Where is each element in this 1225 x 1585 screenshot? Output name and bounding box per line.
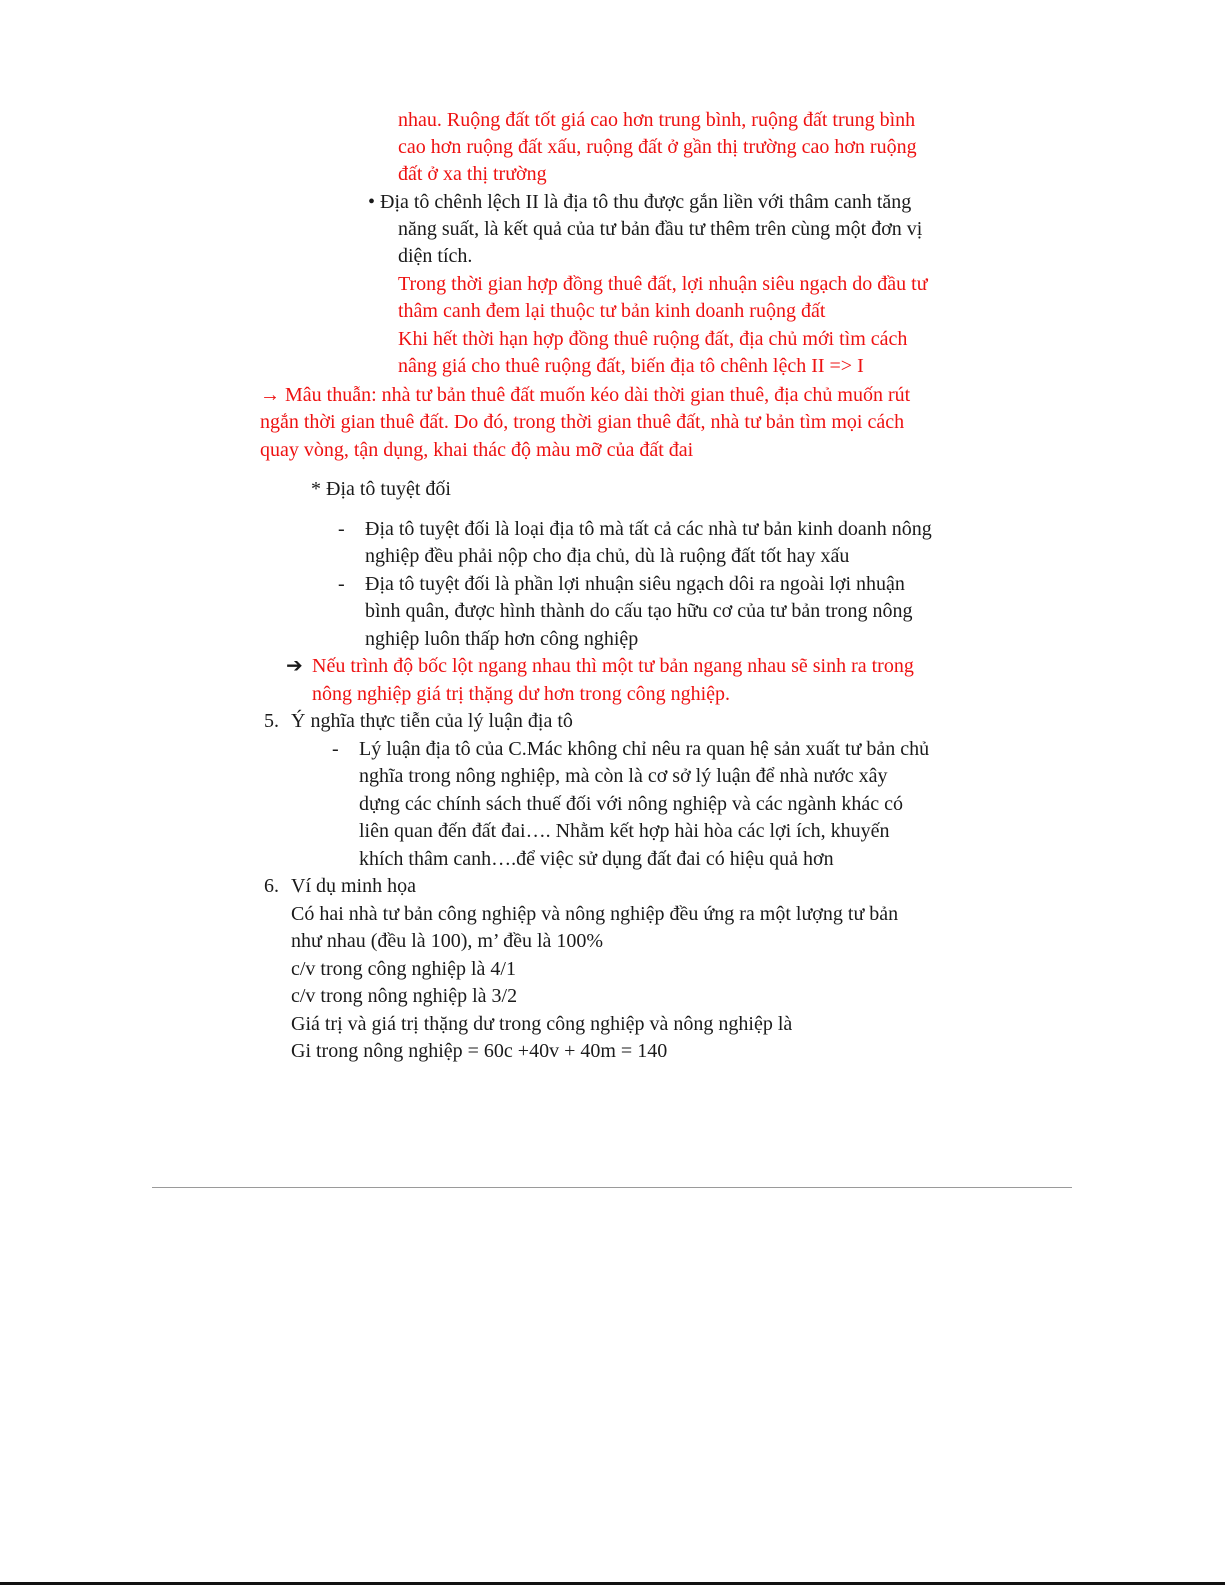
text-line: nâng giá cho thuê ruộng đất, biến địa tô chênh lệch II => I bbox=[398, 355, 864, 377]
text-line: c/v trong nông nghiệp là 3/2 bbox=[291, 985, 518, 1007]
text-line: ngắn thời gian thuê đất. Do đó, trong thời gian thuê đất, nhà tư bản tìm mọi cách bbox=[260, 411, 905, 433]
text-line: cao hơn ruộng đất xấu, ruộng đất ở gần thị trường cao hơn ruộng bbox=[398, 136, 917, 158]
text-line: Khi hết thời hạn hợp đồng thuê ruộng đất, địa chủ mới tìm cách bbox=[398, 328, 908, 350]
text-line: Giá trị và giá trị thặng dư trong công nghiệp và nông nghiệp là bbox=[291, 1013, 793, 1035]
text-line: Có hai nhà tư bản công nghiệp và nông nghiệp đều ứng ra một lượng tư bản bbox=[291, 903, 899, 925]
dash-icon: - bbox=[332, 738, 339, 760]
list-number: 5. bbox=[264, 710, 279, 732]
text-line: nông nghiệp giá trị thặng dư hơn trong công nghiệp. bbox=[312, 683, 731, 705]
text-line: nghĩa trong nông nghiệp, mà còn là cơ sở lý luận để nhà nước xây bbox=[359, 765, 888, 787]
text-line: Mâu thuẫn: nhà tư bản thuê đất muốn kéo dài thời gian thuê, địa chủ muốn rút bbox=[285, 384, 911, 406]
arrow-right-icon: → bbox=[260, 384, 280, 406]
text-line: năng suất, là kết quả của tư bản đầu tư thêm trên cùng một đơn vị bbox=[398, 218, 923, 240]
text-line: Gi trong nông nghiệp = 60c +40v + 40m = 140 bbox=[291, 1040, 668, 1062]
section-title: Ý nghĩa thực tiễn của lý luận địa tô bbox=[291, 710, 573, 732]
dash-icon: - bbox=[338, 518, 345, 540]
text-line: diện tích. bbox=[398, 245, 473, 267]
section-heading: * Địa tô tuyệt đối bbox=[311, 478, 451, 500]
text-line: Địa tô tuyệt đối là phần lợi nhuận siêu ngạch dôi ra ngoài lợi nhuận bbox=[365, 573, 905, 595]
text-line: Địa tô chênh lệch II là địa tô thu được gắn liền với thâm canh tăng bbox=[380, 191, 912, 213]
dash-icon: - bbox=[338, 573, 345, 595]
text-line: như nhau (đều là 100), m’ đều là 100% bbox=[291, 930, 604, 952]
text-line: quay vòng, tận dụng, khai thác độ màu mỡ của đất đai bbox=[260, 439, 694, 461]
text-line: nhau. Ruộng đất tốt giá cao hơn trung bình, ruộng đất trung bình bbox=[398, 109, 916, 131]
text-line: Địa tô tuyệt đối là loại địa tô mà tất cả các nhà tư bản kinh doanh nông bbox=[365, 518, 932, 540]
section-title: Ví dụ minh họa bbox=[291, 875, 416, 897]
text-line: liên quan đến đất đai…. Nhằm kết hợp hài hòa các lợi ích, khuyến bbox=[359, 820, 890, 842]
text-line: dựng các chính sách thuế đối với nông nghiệp và các ngành khác có bbox=[359, 793, 904, 815]
text-line: c/v trong công nghiệp là 4/1 bbox=[291, 958, 516, 980]
text-line: Trong thời gian hợp đồng thuê đất, lợi nhuận siêu ngạch do đầu tư bbox=[398, 273, 928, 295]
text-line: nghiệp luôn thấp hơn công nghiệp bbox=[365, 628, 639, 650]
text-line: Lý luận địa tô của C.Mác không chỉ nêu ra quan hệ sản xuất tư bản chủ bbox=[359, 738, 930, 760]
text-line: khích thâm canh….để việc sử dụng đất đai có hiệu quả hơn bbox=[359, 848, 834, 870]
bullet-icon: • bbox=[368, 191, 376, 213]
text-line: Nếu trình độ bốc lột ngang nhau thì một tư bản ngang nhau sẽ sinh ra trong bbox=[312, 655, 914, 677]
list-number: 6. bbox=[264, 875, 279, 897]
text-line: thâm canh đem lại thuộc tư bản kinh doanh ruộng đất bbox=[398, 300, 826, 322]
text-line: nghiệp đều phải nộp cho địa chủ, dù là ruộng đất tốt hay xấu bbox=[365, 545, 850, 567]
arrow-right-icon: ➔ bbox=[286, 655, 303, 677]
page-divider bbox=[152, 1187, 1072, 1188]
text-line: đất ở xa thị trường bbox=[398, 163, 547, 185]
text-line: bình quân, được hình thành do cấu tạo hữu cơ của tư bản trong nông bbox=[365, 600, 913, 622]
